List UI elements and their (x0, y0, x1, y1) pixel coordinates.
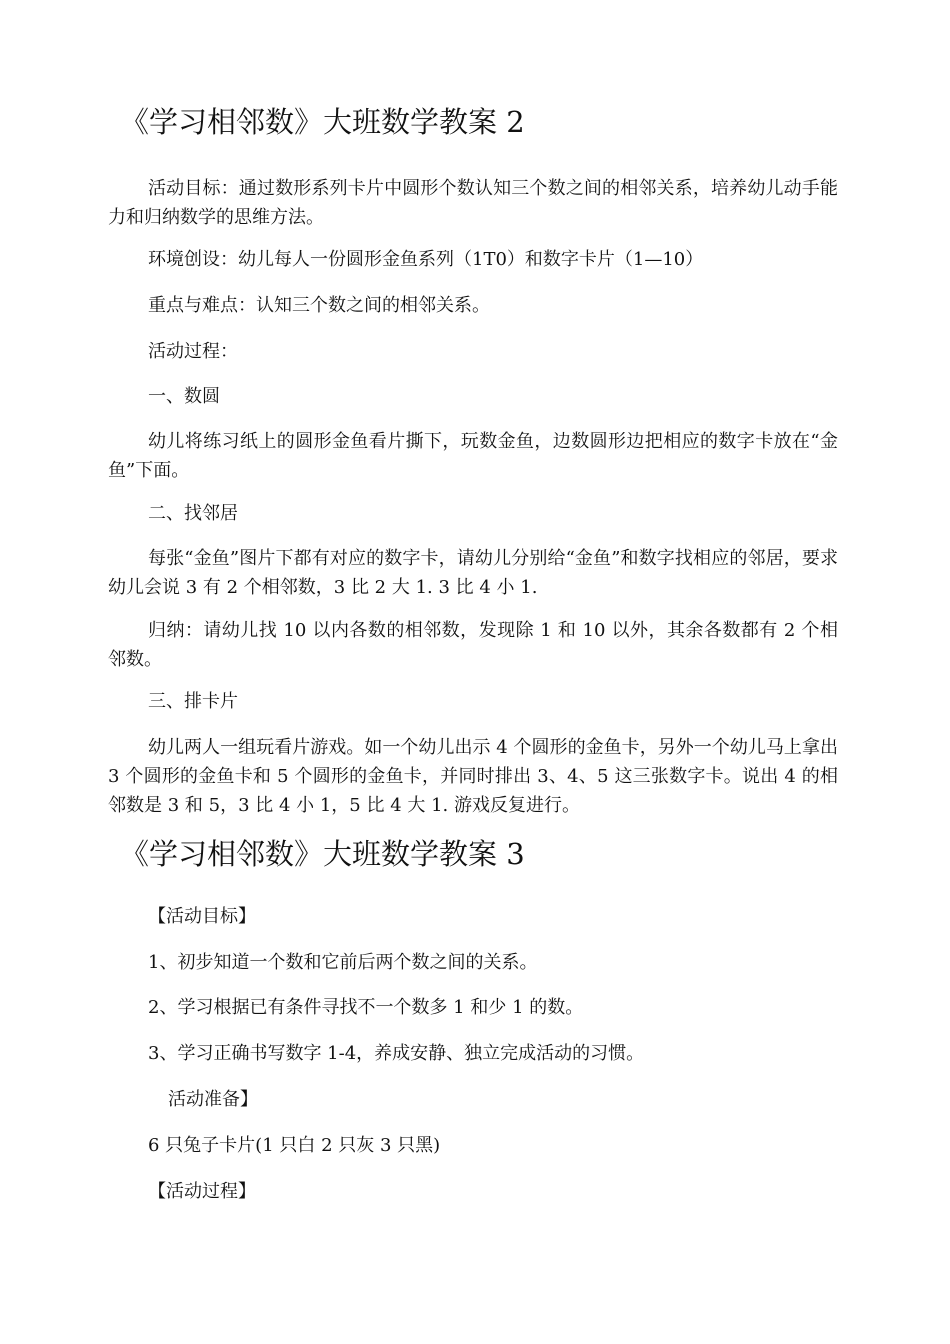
step-2-summary: 归纳：请幼儿找 10 以内各数的相邻数，发现除 1 和 10 以外，其余各数都有 2 个相邻数。 (108, 620, 838, 670)
step-3-text: 幼儿两人一组玩看片游戏。如一个幼儿出示 4 个圆形的金鱼卡，另外一个幼儿马上拿出 3 个圆形的金鱼卡和 5 个圆形的金鱼卡，并同时排出 3、4、5 这三张数字卡。说出 4 的相邻数是 3 和 5，3 比 4 小 1，5 比 4 大 1. 游戏反复进行。 (108, 737, 838, 816)
section-2-process-heading: 活动过程： (148, 341, 238, 362)
section-3-process-heading: 【活动过程】 (148, 1181, 256, 1202)
step-2-heading: 二、找邻居 (148, 503, 238, 524)
step-1-text: 幼儿将练习纸上的圆形金鱼看片撕下，玩数金鱼，边数圆形边把相应的数字卡放在“金鱼”下面。 (108, 431, 838, 481)
section-2-key-points: 重点与难点：认知三个数之间的相邻关系。 (148, 295, 490, 316)
section-2-goal: 活动目标：通过数形系列卡片中圆形个数认知三个数之间的相邻关系，培养幼儿动手能力和归纳数学的思维方法。 (108, 178, 838, 228)
section-3-goal-3: 3、学习正确书写数字 1-4，养成安静、独立完成活动的习惯。 (148, 1043, 645, 1064)
section-3-title: 《学习相邻数》大班数学教案 3 (120, 837, 525, 871)
section-2-title: 《学习相邻数》大班数学教案 2 (120, 105, 525, 139)
step-3-heading: 三、排卡片 (148, 691, 238, 712)
section-3-goal-2: 2、学习根据已有条件寻找不一个数多 1 和少 1 的数。 (148, 997, 584, 1018)
step-1-heading: 一、数圆 (148, 386, 220, 407)
step-2-text: 每张“金鱼”图片下都有对应的数字卡，请幼儿分别给“金鱼”和数字找相应的邻居，要求幼儿会说 3 有 2 个相邻数，3 比 2 大 1. 3 比 4 小 1. (108, 548, 838, 598)
section-3-goal-1: 1、初步知道一个数和它前后两个数之间的关系。 (148, 952, 538, 973)
section-2-environment: 环境创设：幼儿每人一份圆形金鱼系列（1T0）和数字卡片（1—10） (148, 249, 704, 270)
section-3-goal-heading: 【活动目标】 (148, 906, 256, 927)
section-3-prep-heading: 活动准备】 (168, 1089, 258, 1110)
section-3-prep-text: 6 只兔子卡片(1 只白 2 只灰 3 只黑) (148, 1135, 441, 1156)
